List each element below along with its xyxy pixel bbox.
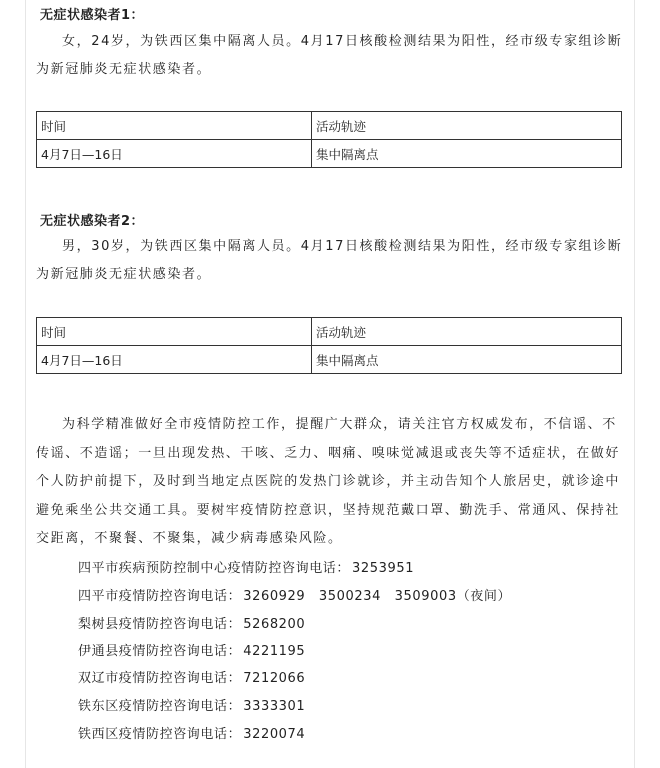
hotline-number: 3333301 [243, 699, 306, 714]
right-border-line [634, 0, 635, 768]
hotline-item [78, 557, 414, 576]
hotline-item [78, 723, 305, 742]
table-header-row [37, 318, 622, 346]
hotline-item [78, 667, 305, 686]
left-border-line [25, 0, 26, 768]
case2-track-table [36, 317, 622, 374]
header-time: 时间 [37, 318, 312, 346]
hotline-label: 四平市疾病预防控制中心疫情防控咨询电话： [78, 561, 351, 576]
cell-track: 集中隔离点 [312, 140, 622, 168]
case2-title: 无症状感染者2： [40, 214, 145, 229]
hotline-number: 3253951 [352, 561, 415, 576]
hotline-item [78, 613, 305, 632]
hotline-label: 双辽市疫情防控咨询电话： [78, 671, 242, 686]
header-time: 时间 [37, 112, 312, 140]
hotline-label: 铁西区疫情防控咨询电话： [78, 727, 242, 742]
cell-time: 4月7日—16日 [37, 346, 312, 374]
prevention-notice: 为科学精准做好全市疫情防控工作，提醒广大群众，请关注官方权威发布，不信谣、不传谣、不造谣；一旦出现发热、干咳、乏力、咽痛、嗅味觉减退或丧失等不适症状，在做好个人防护前提下，及时到当地定点医院的发热门诊就诊，并主动告知个人旅居史，就诊途中避免乘坐公共交通工具。要树牢疫情防控意识，坚持规范戴口罩、勤洗手、常通风、保持社交距离，不聚餐、不聚集，减少病毒感染风险。 [36, 417, 621, 546]
hotline-label: 伊通县疫情防控咨询电话： [78, 644, 242, 659]
hotline-label: 铁东区疫情防控咨询电话： [78, 699, 242, 714]
hotline-item [78, 585, 511, 604]
cell-time: 4月7日—16日 [37, 140, 312, 168]
table-row [37, 346, 622, 374]
hotline-number: 5268200 [243, 617, 306, 632]
case2-description: 男，30岁，为铁西区集中隔离人员。4月17日核酸检测结果为阳性，经市级专家组诊断为新冠肺炎无症状感染者。 [36, 239, 623, 282]
hotline-number: 3260929 3500234 3509003（夜间） [243, 589, 512, 604]
hotline-item [78, 640, 305, 659]
table-header-row [37, 112, 622, 140]
header-track: 活动轨迹 [312, 112, 622, 140]
hotline-number: 7212066 [243, 671, 306, 686]
hotline-label: 梨树县疫情防控咨询电话： [78, 617, 242, 632]
case1-description: 女，24岁，为铁西区集中隔离人员。4月17日核酸检测结果为阳性，经市级专家组诊断为新冠肺炎无症状感染者。 [36, 34, 623, 77]
hotline-number: 4221195 [243, 644, 306, 659]
case1-title: 无症状感染者1： [40, 8, 145, 23]
hotline-label: 四平市疫情防控咨询电话： [78, 589, 242, 604]
header-track: 活动轨迹 [312, 318, 622, 346]
case1-track-table [36, 111, 622, 168]
table-row [37, 140, 622, 168]
cell-track: 集中隔离点 [312, 346, 622, 374]
hotline-item [78, 695, 305, 714]
hotline-number: 3220074 [243, 727, 306, 742]
